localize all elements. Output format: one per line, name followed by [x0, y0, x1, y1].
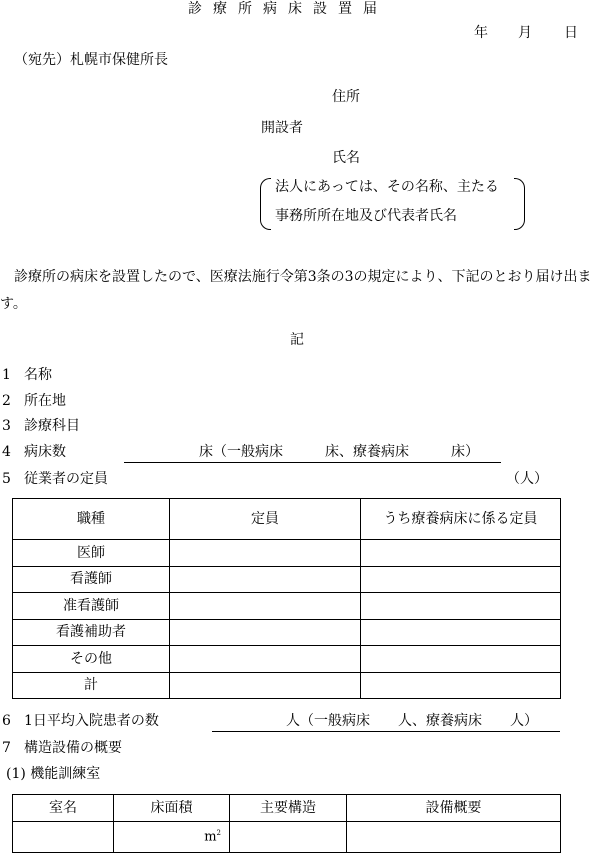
recipient: （宛先）札幌市保健所長 — [14, 52, 168, 68]
rehab-structure-cell[interactable] — [230, 822, 347, 853]
item-6-label: 1日平均入院患者の数 — [24, 713, 159, 729]
rehab-room-table — [12, 794, 561, 853]
staff-table — [12, 498, 561, 699]
item-7-label: 構造設備の概要 — [24, 740, 122, 756]
date-year: 年 — [474, 25, 488, 41]
item-6-number: 6 — [2, 713, 11, 729]
bed-count-detail: 床（一般病床 床、療養病床 床） — [199, 444, 479, 460]
rehab-header-area: 床面積 — [114, 795, 230, 822]
staff-ltc-quota-cell[interactable] — [361, 619, 561, 646]
table-row — [13, 593, 561, 620]
rehab-header-structure: 主要構造 — [230, 795, 347, 822]
left-bracket — [260, 178, 271, 230]
body-text-line1: 診療所の病床を設置したので、医療法施行令第3条の3の規定により、下記のとおり届け出ま — [0, 269, 592, 285]
item-1-number: 1 — [2, 367, 11, 383]
table-row — [13, 822, 561, 853]
item-2-label: 所在地 — [24, 393, 66, 409]
date-month: 月 — [518, 25, 532, 41]
staff-header-occupation: 職種 — [13, 499, 170, 540]
staff-quota-cell[interactable] — [170, 672, 361, 699]
staff-occupation-other: その他 — [13, 646, 170, 673]
corporation-note-line1: 法人にあっては、その名称、主たる — [275, 179, 499, 195]
subsection-rehab-room: (1) 機能訓練室 — [6, 766, 101, 782]
item-3-number: 3 — [2, 418, 11, 434]
bed-count-underline — [124, 462, 501, 463]
staff-ltc-quota-cell[interactable] — [361, 646, 561, 673]
rehab-room-cell[interactable] — [13, 822, 114, 853]
staff-quota-cell[interactable] — [170, 619, 361, 646]
staff-ltc-quota-cell[interactable] — [361, 566, 561, 593]
item-7-number: 7 — [2, 740, 11, 756]
staff-occupation-nurse: 看護師 — [13, 566, 170, 593]
date-day: 日 — [564, 25, 578, 41]
staff-ltc-quota-cell[interactable] — [361, 593, 561, 620]
staff-occupation-assistant-nurse: 准看護師 — [13, 593, 170, 620]
corporation-note-line2: 事務所所在地及び代表者氏名 — [275, 208, 457, 224]
item-3-label: 診療科目 — [24, 418, 80, 434]
table-row — [13, 672, 561, 699]
staff-quota-cell[interactable] — [170, 646, 361, 673]
inpatient-underline — [212, 731, 560, 732]
staff-quota-cell[interactable] — [170, 540, 361, 567]
staff-occupation-total: 計 — [13, 672, 170, 699]
rehab-header-room: 室名 — [13, 795, 114, 822]
rehab-area-cell[interactable] — [114, 822, 230, 853]
founder-label: 開設者 — [261, 120, 303, 136]
staff-header-quota: 定員 — [170, 499, 361, 540]
item-5-label: 従業者の定員 — [24, 471, 108, 487]
table-row — [13, 566, 561, 593]
staff-ltc-quota-cell[interactable] — [361, 672, 561, 699]
table-row — [13, 646, 561, 673]
item-1-label: 名称 — [24, 367, 52, 383]
item-5-number: 5 — [2, 471, 11, 487]
staff-occupation-doctor: 医師 — [13, 540, 170, 567]
rehab-table-header — [13, 795, 561, 822]
staff-unit: （人） — [506, 471, 548, 487]
rehab-equipment-cell[interactable] — [347, 822, 561, 853]
rehab-header-equipment: 設備概要 — [347, 795, 561, 822]
inpatient-detail: 人（一般病床 人、療養病床 人） — [286, 713, 538, 729]
name-label: 氏名 — [332, 150, 360, 166]
table-row — [13, 540, 561, 567]
area-unit: $m^2$ — [204, 829, 221, 845]
item-2-number: 2 — [2, 393, 11, 409]
ki-heading: 記 — [290, 332, 304, 348]
staff-occupation-nursing-aide: 看護補助者 — [13, 619, 170, 646]
page-title: 診療所病床設置届 — [188, 1, 388, 17]
staff-quota-cell[interactable] — [170, 566, 361, 593]
table-row — [13, 619, 561, 646]
staff-header-ltc-quota: うち療養病床に係る定員 — [361, 499, 561, 540]
address-label: 住所 — [332, 89, 360, 105]
item-4-number: 4 — [2, 444, 11, 460]
staff-quota-cell[interactable] — [170, 593, 361, 620]
staff-table-header — [13, 499, 561, 540]
body-text-line2: す。 — [0, 296, 27, 312]
staff-ltc-quota-cell[interactable] — [361, 540, 561, 567]
item-4-label: 病床数 — [24, 444, 66, 460]
right-bracket — [514, 178, 525, 230]
